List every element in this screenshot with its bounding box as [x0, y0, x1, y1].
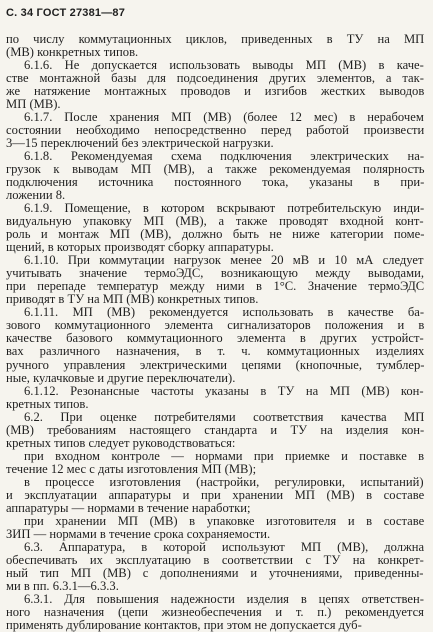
text-line: при входном контроле — нормами при приемке и поставке в — [24, 448, 425, 463]
text-line: щений, в которых производят сборку аппаратуры. — [6, 240, 274, 255]
text-line: течение 12 мес с даты изготовления МП (МВ); — [6, 461, 257, 476]
text-line: применять дублирование контактов, при этом не допускается дуб- — [6, 617, 362, 632]
text-line: 6.1.12. Резонансные частоты указаны в ТУ на МП (МВ) кон- — [24, 383, 424, 398]
text-line: аппаратуры — нормами в течение наработки; — [6, 500, 251, 515]
text-line: 6.1.7. После хранения МП (МВ) (более 12 мес) в нерабочем — [24, 110, 424, 125]
text-line: 6.1.9. Помещение, в котором вскрывают потребительскую инди- — [24, 201, 425, 216]
text-line: и эксплуатации аппаратуры и при хранении МП (МВ) в составе — [6, 487, 425, 502]
text-line: подключения источника постоянного тока, указаны в при- — [6, 175, 425, 190]
text-line: видуальную упаковку МП (МВ), а также проводят входной конт- — [6, 214, 424, 229]
text-line: ный тип МП (МВ) с дополнениями и уточнениями, приведенны- — [6, 565, 424, 580]
page-header: С. 34 ГОСТ 27381—87 — [6, 7, 126, 19]
text-line: ми в пп. 6.3.1—6.3.3. — [6, 578, 119, 593]
text-line: же натяжение монтажных проводов и изгибов жестких выводов — [6, 84, 425, 99]
text-line: 6.2. При оценке потребителями соответствия качества МП — [24, 409, 425, 424]
text-line: качестве базового коммутационного элемента в других устройст- — [6, 331, 424, 346]
text-line: ручного управления электрическими цепями (кнопочные, тумблер- — [6, 357, 425, 372]
text-line: 6.1.6. Не допускается использовать выводы МП (МВ) в каче- — [24, 58, 424, 73]
text-line: при хранении МП (МВ) в упаковке изготовителя и в составе — [24, 513, 425, 528]
text-line: 6.1.11. МП (МВ) рекомендуется использовать в качестве ба- — [24, 305, 425, 320]
text-line: состоянии необходимо непосредственно перед работой произвести — [6, 123, 425, 138]
text-line: ные, кулачковые и другие переключатели). — [6, 370, 236, 385]
text-line: в процессе изготовления (настройки, регулировки, испытаний) — [24, 474, 424, 489]
text-line: вах различного назначения, в т. ч. коммутационных изделиях — [6, 344, 425, 359]
text-line: при перепаде температур между ними в 1°С. Значение термоЭДС — [6, 279, 425, 294]
text-line: ного назначения (цепи жизнеобеспечения и т. п.) рекомендуется — [6, 604, 424, 619]
text-line: учитывать значение термоЭДС, возникающую между выводами, — [6, 266, 424, 281]
text-line: 6.3.1. Для повышения надежности изделия в цепях ответствен- — [24, 591, 424, 606]
text-line: 6.1.8. Рекомендуемая схема подключения электрических на- — [24, 149, 425, 164]
text-line: зового коммутационного элемента сигнализаторов положения и в — [6, 318, 425, 333]
text-line: кретных типов следует руководствоваться: — [6, 435, 236, 450]
text-line: 6.1.10. При коммутации нагрузок менее 20 мВ и 10 мА следует — [24, 253, 424, 268]
text-line: 3—15 переключений без электрической нагрузки. — [6, 136, 274, 151]
text-line: грузок к выводам МП (МВ), а также рекомендуемая полярность — [6, 162, 425, 177]
text-line: кретных типов. — [6, 396, 89, 411]
text-line: по числу коммутационных циклов, приведенных в ТУ на МП — [6, 32, 425, 46]
text-line: роль и монтаж МП (МВ), должно быть не ниже категории поме- — [6, 227, 425, 242]
text-line: приводят в ТУ на МП (МВ) конкретных типов. — [6, 292, 259, 307]
text-line: обеспечивать их эксплуатацию в соответствии с ТУ на конкрет- — [6, 552, 424, 567]
text-line: (МВ) конкретных типов. — [6, 45, 139, 60]
text-line: ЗИП — нормами в течение срока сохраняемости. — [6, 526, 271, 541]
text-line: 6.3. Аппаратура, в которой используют МП (МВ), должна — [24, 539, 425, 554]
text-line: МП (МВ). — [6, 97, 61, 112]
text-line: стве монтажной базы для подсоединения других элементов, а так- — [6, 71, 424, 86]
text-line: (МВ) требованиям настоящего стандарта и ТУ на изделия кон- — [6, 422, 425, 437]
text-line: ложении 8. — [6, 188, 66, 203]
